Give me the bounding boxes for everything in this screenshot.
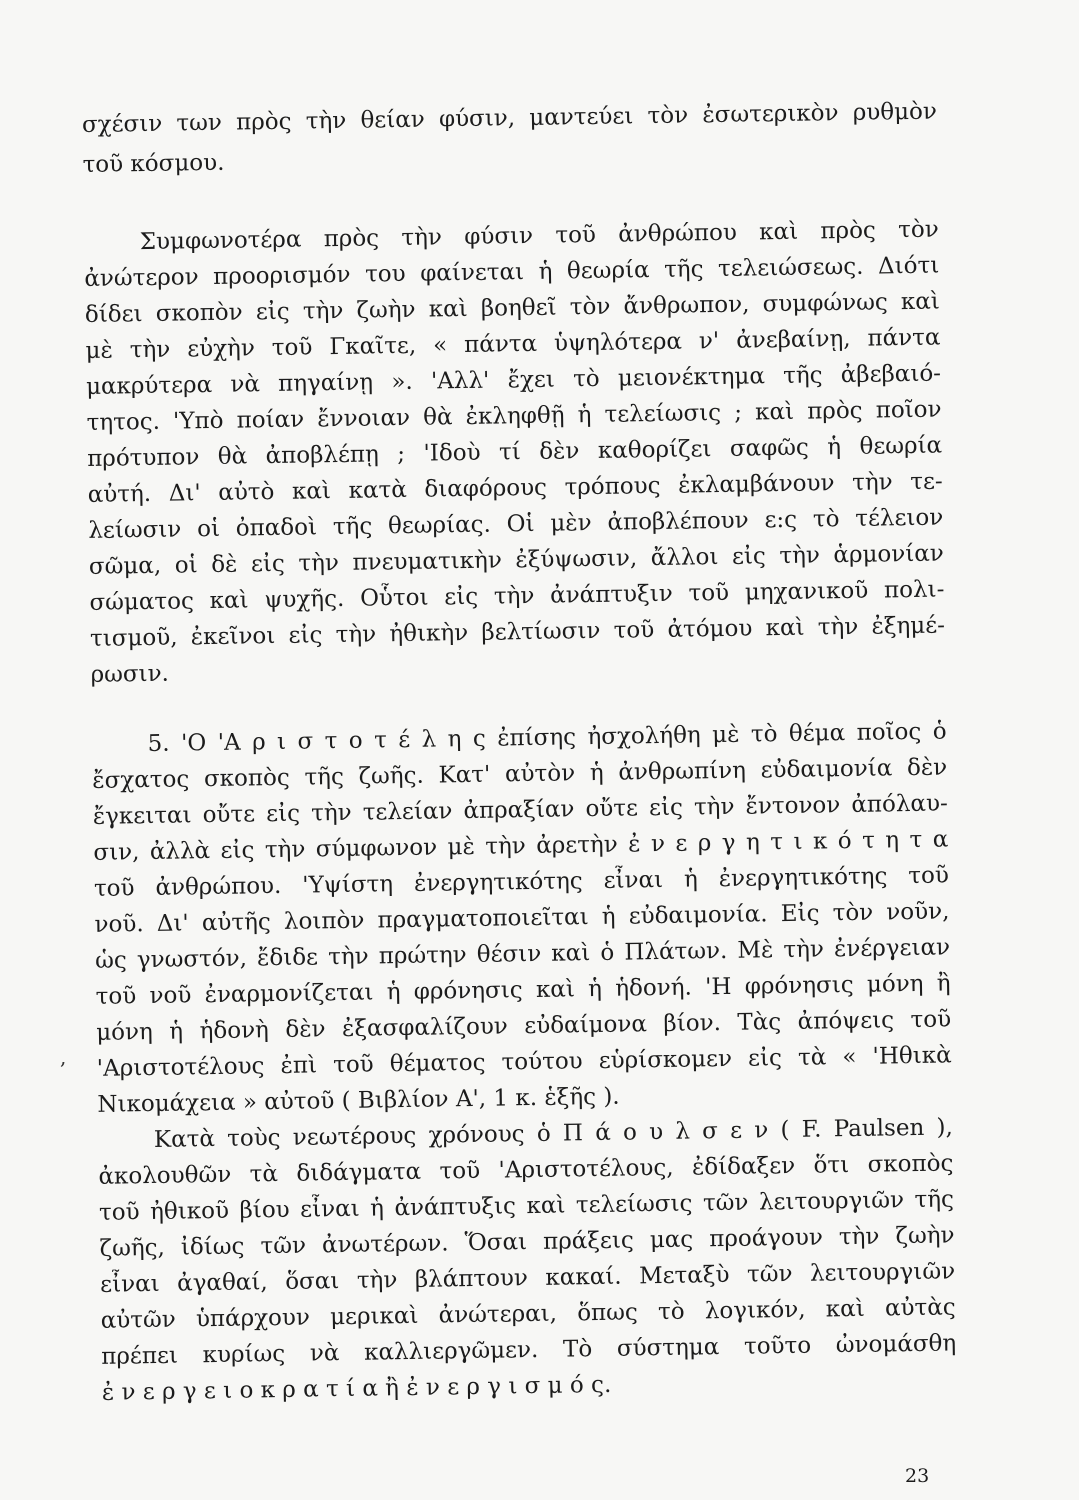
text-line: αὐτή. Δι' αὐτὸ καὶ κατὰ διαφόρους τρόπους ἐκλαμβάνουν τὴν τε- — [87, 468, 943, 508]
text-line: ζωῆς, ἰδίως τῶν ἀνωτέρων. Ὅσαι πράξεις μας προάγουν τὴν ζωὴν — [99, 1222, 955, 1262]
text-line: εἶναι ἀγαθαί, ὅσαι τὴν βλάπτουν κακαί. Μεταξὺ τῶν λειτουργιῶν — [99, 1258, 956, 1298]
text-line: ὡς γνωστόν, ἔδιδε τὴν πρώτην θέσιν καὶ ὁ Πλάτων. Μὲ τὴν ἐνέργειαν — [94, 934, 951, 974]
page-number: 23 — [905, 1465, 930, 1487]
text-line: Νικομάχεια » αὐτοῦ ( Βιβλίον Α', 1 κ. ἑξῆς ). — [97, 1083, 620, 1118]
text-line: ἔσχατος σκοπὸς τῆς ζωῆς. Κατ' αὐτὸν ἡ ἀνθρωπίνη εὐδαιμονία δὲν — [92, 754, 948, 794]
text-line: τοῦ ἠθικοῦ βίου εἶναι ἡ ἀνάπτυξις καὶ τελείωσις τῶν λειτουργιῶν τῆς — [98, 1186, 955, 1226]
text-line: σώματος καὶ ψυχῆς. Οὗτοι εἰς τὴν ἀνάπτυξιν τοῦ μηχανικοῦ πολι- — [89, 576, 945, 616]
text-line: ἔγκειται οὔτε εἰς τὴν τελείαν ἀπραξίαν οὔτε εἰς τὴν ἔντονον ἀπόλαυ- — [92, 790, 948, 830]
text-line: σῶμα, οἱ δὲ εἰς τὴν πνευματικὴν ἐξύψωσιν, ἄλλοι εἰς τὴν ἁρμονίαν — [88, 540, 945, 580]
text-line: δίδει σκοπὸν εἰς τὴν ζωὴν καὶ βοηθεῖ τὸν ἄνθρωπον, συμφώνως καὶ — [84, 288, 941, 328]
text-line: 'Αριστοτέλους ἐπὶ τοῦ θέματος τούτου εὑρίσκομεν εἰς τὰ « 'Ηθικὰ — [96, 1042, 952, 1082]
text-line: τοῦ κόσμου. — [82, 149, 225, 178]
text-line: πρότυπον θὰ ἀποβλέπῃ ; 'Ιδοὺ τί δὲν καθορίζει σαφῶς ἡ θεωρία — [87, 432, 943, 472]
section-5-start-line: 5. 'Ο 'Α ρ ι σ τ ο τ έ λ η ς ἐπίσης ἠσχολήθη μὲ τὸ θέμα ποῖος ὁ — [147, 718, 947, 758]
text-line: σιν, ἀλλὰ εἰς τὴν σύμφωνον μὲ τὴν ἀρετὴν ἐ ν ε ρ γ η τ ι κ ό τ η τ α — [93, 826, 949, 866]
text-line: σχέσιν των πρὸς τὴν θείαν φύσιν, μαντεύει τὸν ἐσωτερικὸν ρυθμὸν — [81, 98, 938, 138]
text-line: πρέπει κυρίως νὰ καλλιεργῶμεν. Τὸ σύστημα τοῦτο ὠνομάσθη — [101, 1330, 957, 1370]
margin-mark: , — [60, 1045, 67, 1069]
text-line: ἀνώτερον προορισμόν του φαίνεται ἡ θεωρία τῆς τελειώσεως. Διότι — [84, 252, 940, 292]
text-line: μακρύτερα νὰ πηγαίνῃ ». 'Αλλ' ἔχει τὸ μειονέκτημα τῆς ἀβεβαιό- — [85, 360, 942, 400]
text-line: ἐ ν ε ρ γ ε ι ο κ ρ α τ ί α ἢ ἐ ν ε ρ γ ι σ μ ό ς. — [101, 1371, 612, 1406]
text-line: τητος. 'Υπὸ ποίαν ἔννοιαν θὰ ἐκληφθῇ ἡ τελείωσις ; καὶ πρὸς ποῖον — [86, 396, 942, 436]
text-line: αὐτῶν ὑπάρχουν μερικαὶ ἀνώτεραι, ὅπως τὸ λογικόν, καὶ αὐτὰς — [100, 1294, 956, 1334]
text-line: λείωσιν οἱ ὀπαδοὶ τῆς θεωρίας. Οἱ μὲν ἀποβλέπουν ε:ς τὸ τέλειον — [88, 504, 944, 544]
text-line: ρωσιν. — [90, 660, 170, 688]
text-line: τοῦ ἀνθρώπου. 'Υψίστη ἐνεργητικότης εἶναι ἡ ἐνεργητικότης τοῦ — [93, 862, 950, 902]
paragraph-start-line: Συμφωνοτέρα πρὸς τὴν φύσιν τοῦ ἀνθρώπου καὶ πρὸς τὸν — [139, 216, 939, 256]
text-line: τοῦ νοῦ ἐναρμονίζεται ἡ φρόνησις καὶ ἡ ἡδονή. 'Η φρόνησις μόνη ἢ — [95, 970, 951, 1010]
text-line: ἀκολουθῶν τὰ διδάγματα τοῦ 'Αριστοτέλους, ἐδίδαξεν ὅτι σκοπὸς — [98, 1150, 954, 1190]
text-line: τισμοῦ, ἐκεῖνοι εἰς τὴν ἠθικὴν βελτίωσιν τοῦ ἀτόμου καὶ τὴν ἐξημέ- — [89, 612, 946, 652]
text-line: μὲ τὴν εὐχὴν τοῦ Γκαῖτε, « πάντα ὑψηλότερα ν' ἀνεβαίνῃ, πάντα — [85, 324, 941, 364]
text-line: μόνη ἡ ἡδονὴ δὲν ἐξασφαλίζουν εὐδαίμονα βίον. Τὰς ἀπόψεις τοῦ — [96, 1006, 952, 1046]
paragraph-start-line: Κατὰ τοὺς νεωτέρους χρόνους ὁ Π ά ο υ λ σ ε ν ( F. Paulsen ), — [153, 1114, 954, 1153]
text-line: νοῦ. Δι' αὐτῆς λοιπὸν πραγματοποιεῖται ἡ εὐδαιμονία. Εἰς τὸν νοῦν, — [94, 898, 950, 938]
